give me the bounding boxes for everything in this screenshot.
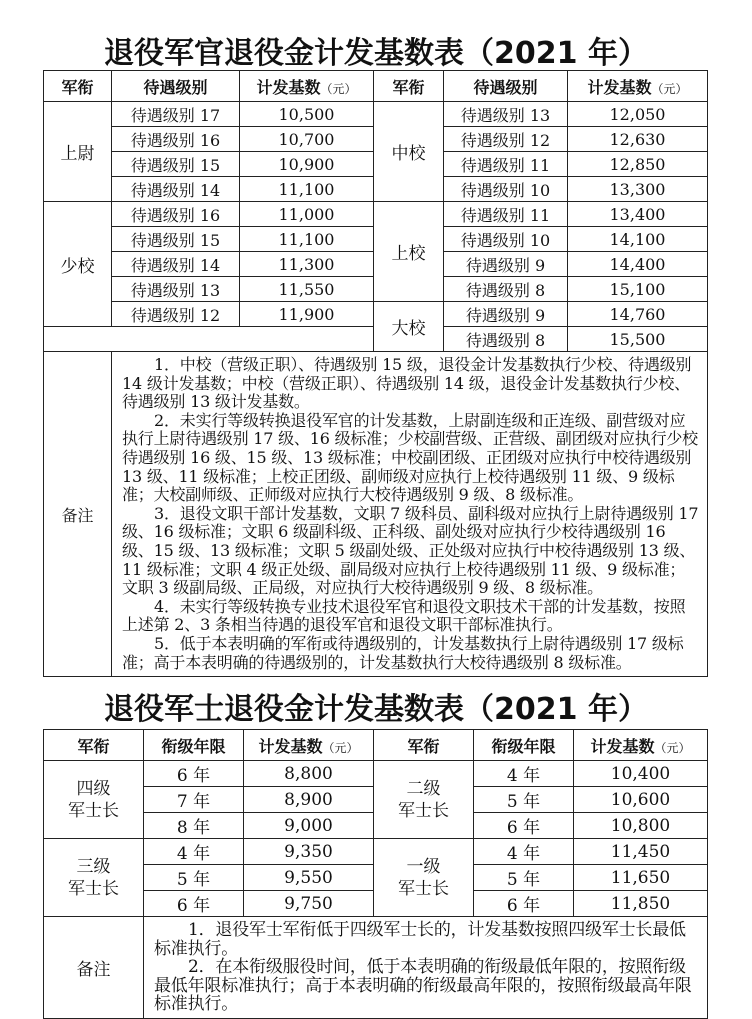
- value-cell: 9,550: [244, 865, 374, 891]
- note-item: 1．退役军士军衔低于四级军士长的，计发基数按照四级军士长最低标准执行。: [154, 920, 686, 959]
- years-cell: 7 年: [144, 787, 244, 813]
- soldier-pension-table: [43, 729, 708, 1019]
- level-cell: 待遇级别 8: [444, 277, 568, 302]
- level-cell: 待遇级别 16: [112, 127, 240, 152]
- level-cell: 待遇级别 9: [444, 302, 568, 327]
- value-cell: 9,750: [244, 891, 374, 917]
- years-cell: 4 年: [144, 839, 244, 865]
- notes-text: [144, 917, 708, 1019]
- rank-cell: 三级 军士长: [44, 839, 144, 917]
- header-rank: 军衔: [374, 730, 474, 761]
- value-cell: 15,500: [568, 327, 708, 352]
- value-cell: 14,100: [568, 227, 708, 252]
- header-rank: 军衔: [374, 71, 444, 102]
- table-row: [44, 102, 708, 127]
- value-cell: 12,850: [568, 152, 708, 177]
- notes-label: 备注: [44, 352, 112, 677]
- notes-row: [44, 917, 708, 1019]
- empty-cell: [44, 327, 374, 352]
- value-cell: 11,450: [574, 839, 708, 865]
- level-cell: 待遇级别 15: [112, 152, 240, 177]
- value-cell: 14,400: [568, 252, 708, 277]
- rank-cell: 上尉: [44, 102, 112, 202]
- note-item: 5．低于本表明确的军衔或待遇级别的，计发基数执行上尉待遇级别 17 级标准；高于本表明确的待遇级别的，计发基数执行大校待遇级别 8 级标准。: [122, 633, 684, 672]
- table-row: [44, 202, 708, 227]
- years-cell: 4 年: [474, 761, 574, 787]
- value-cell: 11,300: [240, 252, 374, 277]
- table-header-row: [44, 71, 708, 102]
- years-cell: 4 年: [474, 839, 574, 865]
- years-cell: 5 年: [474, 865, 574, 891]
- value-cell: 11,900: [240, 302, 374, 327]
- officer-pension-table: [43, 70, 708, 677]
- note-item: 3．退役文职干部计发基数，文职 7 级科员、副科级对应执行上尉待遇级别 17 级、16 级标准；文职 6 级副科级、正科级、副处级对应执行少校待遇级别 16 级、15 级、13 级标准；文职 5 级副处级、正处级对应执行中校待遇级别 13 级、11 级标准；文职 4 级正处级、副局级对应执行上校待遇级别 11 级、9 级标准；文职 3 级副局级、正局级，对应执行大校待遇级别 9 级、8 级标准。: [122, 503, 699, 598]
- value-cell: 10,400: [574, 761, 708, 787]
- years-cell: 6 年: [144, 761, 244, 787]
- header-base: 计发基数（元）: [574, 730, 708, 761]
- value-cell: 9,350: [244, 839, 374, 865]
- value-cell: 11,650: [574, 865, 708, 891]
- rank-cell: 四级 军士长: [44, 761, 144, 839]
- note-item: 2．未实行等级转换退役军官的计发基数，上尉副连级和正连级、副营级对应执行上尉待遇级别 17 级、16 级标准；少校副营级、正营级、副团级对应执行少校待遇级别 16 级、15 级、13 级标准；中校副团级、正团级对应执行中校待遇级别 13 级、11 级标准；上校正团级、副师级对应执行上校待遇级别 11 级、9 级标准；大校副师级、正师级对应执行大校待遇级别 9 级、8 级标准。: [122, 410, 698, 505]
- notes-label: 备注: [44, 917, 144, 1019]
- note-item: 4．未实行等级转换专业技术退役军官和退役文职技术干部的计发基数，按照上述第 2、3 条相当待遇的退役军官和退役文职干部标准执行。: [122, 596, 686, 635]
- officer-table-title: 退役军官退役金计发基数表（2021 年）: [104, 36, 648, 71]
- header-level: 待遇级别: [444, 71, 568, 102]
- level-cell: 待遇级别 17: [112, 102, 240, 127]
- level-cell: 待遇级别 13: [444, 102, 568, 127]
- value-cell: 11,550: [240, 277, 374, 302]
- note-item: 1．中校（营级正职）、待遇级别 15 级，退役金计发基数执行少校、待遇级别 14 级计发基数；中校（营级正职）、待遇级别 14 级，退役金计发基数执行少校、待遇级别 13 级计发基数。: [122, 355, 692, 412]
- level-cell: 待遇级别 16: [112, 202, 240, 227]
- rank-cell: 中校: [374, 102, 444, 202]
- level-cell: 待遇级别 10: [444, 227, 568, 252]
- years-cell: 5 年: [144, 865, 244, 891]
- years-cell: 8 年: [144, 813, 244, 839]
- value-cell: 11,850: [574, 891, 708, 917]
- table-row: [44, 761, 708, 787]
- level-cell: 待遇级别 9: [444, 252, 568, 277]
- level-cell: 待遇级别 13: [112, 277, 240, 302]
- header-rank: 军衔: [44, 730, 144, 761]
- value-cell: 14,760: [568, 302, 708, 327]
- soldier-table-title: 退役军士退役金计发基数表（2021 年）: [104, 692, 648, 727]
- rank-cell: 少校: [44, 202, 112, 327]
- header-base: 计发基数（元）: [568, 71, 708, 102]
- value-cell: 12,630: [568, 127, 708, 152]
- level-cell: 待遇级别 10: [444, 177, 568, 202]
- value-cell: 11,100: [240, 177, 374, 202]
- years-cell: 6 年: [144, 891, 244, 917]
- value-cell: 15,100: [568, 277, 708, 302]
- table-row: [44, 302, 708, 327]
- rank-cell: 一级 军士长: [374, 839, 474, 917]
- header-rank: 军衔: [44, 71, 112, 102]
- header-base: 计发基数（元）: [244, 730, 374, 761]
- years-cell: 6 年: [474, 813, 574, 839]
- value-cell: 8,900: [244, 787, 374, 813]
- value-cell: 12,050: [568, 102, 708, 127]
- rank-cell: 大校: [374, 302, 444, 352]
- value-cell: 10,800: [574, 813, 708, 839]
- rank-cell: 二级 军士长: [374, 761, 474, 839]
- level-cell: 待遇级别 12: [444, 127, 568, 152]
- value-cell: 10,500: [240, 102, 374, 127]
- header-base: 计发基数（元）: [240, 71, 374, 102]
- value-cell: 10,600: [574, 787, 708, 813]
- value-cell: 11,000: [240, 202, 374, 227]
- value-cell: 11,100: [240, 227, 374, 252]
- table-header-row: [44, 730, 708, 761]
- rank-cell: 上校: [374, 202, 444, 302]
- value-cell: 13,300: [568, 177, 708, 202]
- level-cell: 待遇级别 11: [444, 202, 568, 227]
- level-cell: 待遇级别 14: [112, 252, 240, 277]
- years-cell: 6 年: [474, 891, 574, 917]
- level-cell: 待遇级别 11: [444, 152, 568, 177]
- value-cell: 8,800: [244, 761, 374, 787]
- years-cell: 5 年: [474, 787, 574, 813]
- value-cell: 10,700: [240, 127, 374, 152]
- value-cell: 13,400: [568, 202, 708, 227]
- header-years: 衔级年限: [144, 730, 244, 761]
- level-cell: 待遇级别 8: [444, 327, 568, 352]
- notes-text: [112, 352, 708, 677]
- level-cell: 待遇级别 12: [112, 302, 240, 327]
- notes-row: [44, 352, 708, 677]
- header-level: 待遇级别: [112, 71, 240, 102]
- note-item: 2．在本衔级服役时间，低于本表明确的衔级最低年限的，按照衔级最低年限标准执行；高于本表明确的衔级最高年限的，按照衔级最高年限标准执行。: [154, 957, 692, 1015]
- header-years: 衔级年限: [474, 730, 574, 761]
- value-cell: 10,900: [240, 152, 374, 177]
- table-row: [44, 839, 708, 865]
- level-cell: 待遇级别 15: [112, 227, 240, 252]
- level-cell: 待遇级别 14: [112, 177, 240, 202]
- value-cell: 9,000: [244, 813, 374, 839]
